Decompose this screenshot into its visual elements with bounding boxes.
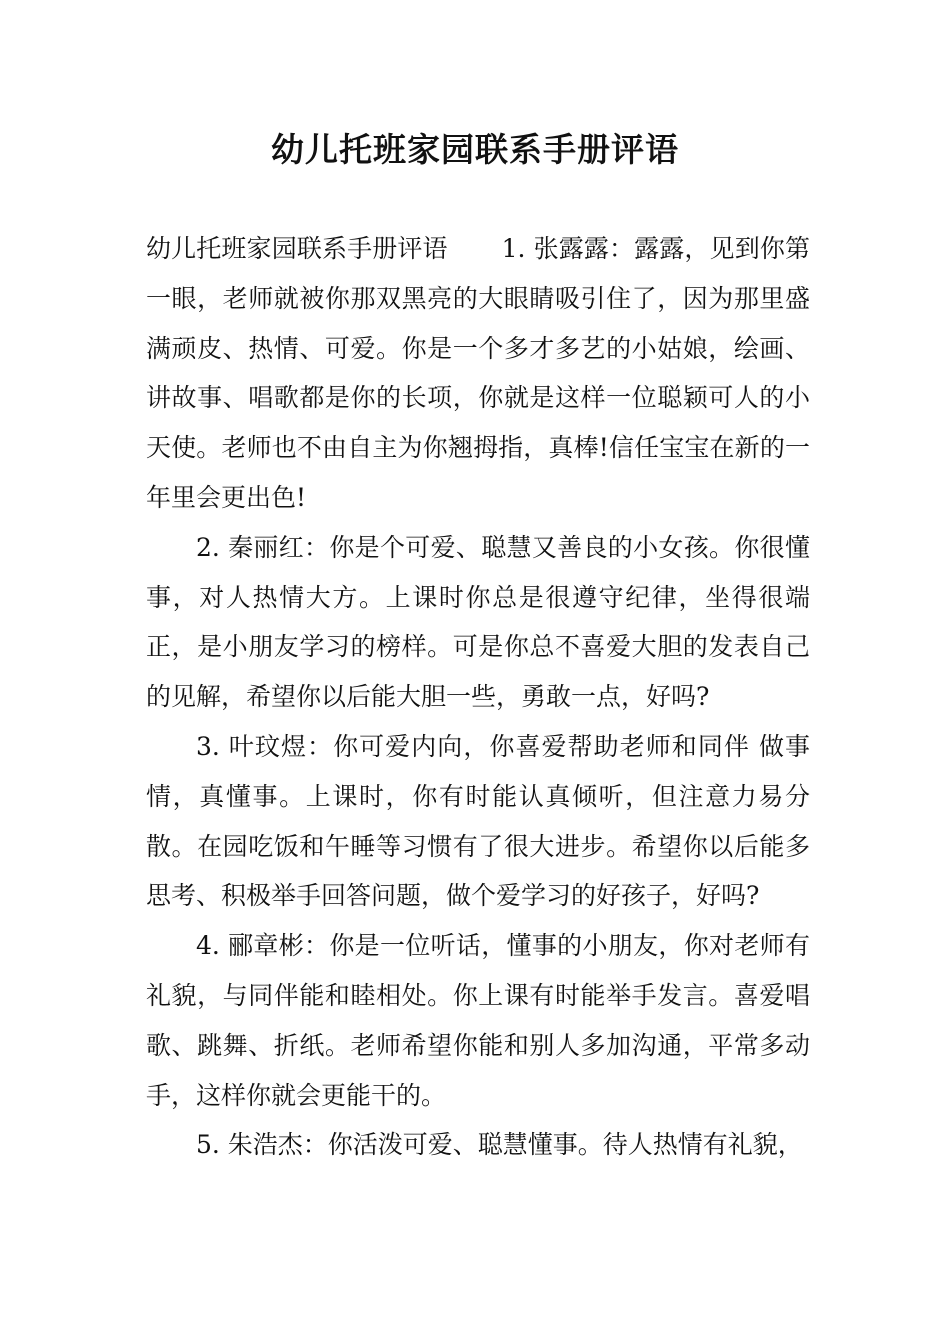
comment-paragraph-2: 2. 秦丽红：你是个可爱、聪慧又善良的小女孩。你很懂事，对人热情大方。上课时你总是很遵守纪律，坐得很端正，是小朋友学习的榜样。可是你总不喜爱大胆的发表自己的见解，希望你以后能大胆一些，勇敢一点，好吗? [146,532,810,712]
comment-paragraph-4: 4. 郦章彬：你是一位听话，懂事的小朋友，你对老师有礼貌，与同伴能和睦相处。你上课有时能举手发言。喜爱唱歌、跳舞、折纸。老师希望你能和别人多加沟通，平常多动手，这样你就会更能干的。 [146,931,810,1110]
comment-paragraph-5: 5. 朱浩杰：你活泼可爱、聪慧懂事。待人热情有礼貌， [196,1130,803,1160]
document-body [146,224,810,1170]
intro-label: 幼儿托班家园联系手册评语 [146,234,448,263]
comment-paragraph-3: 3. 叶玟煜：你可爱内向，你喜爱帮助老师和同伴 做事情，真懂事。上课时，你有时能认真倾听，但注意力易分散。在园吃饭和午睡等习惯有了很大进步。希望你以后能多思考、积极举手回答问题，做个爱学习的好孩子，好吗? [146,731,810,911]
document-title: 幼儿托班家园联系手册评语 [271,130,679,169]
comment-paragraph-1: 1. 张露露：露露，见到你第一眼，老师就被你那双黑亮的大眼睛吸引住了，因为那里盛满顽皮、热情、可爱。你是一个多才多艺的小姑娘，绘画、讲故事、唱歌都是你的长项，你就是这样一位聪颖可人的小天使。老师也不由自主为你翘拇指，真棒!信任宝宝在新的一年里会更出色! [146,234,810,512]
intro-paragraph [146,224,810,523]
